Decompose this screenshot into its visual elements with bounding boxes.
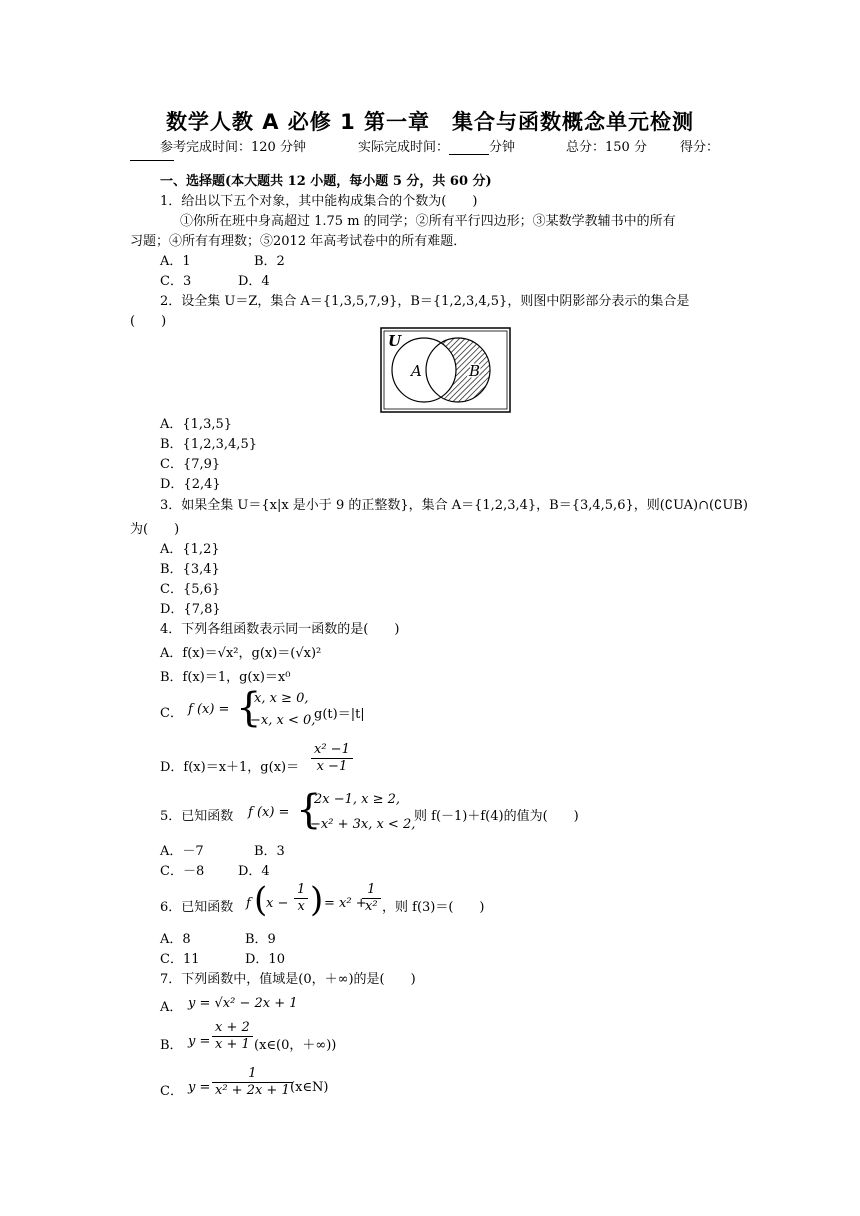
q3-option-d[interactable]: D．{7,8} xyxy=(160,602,221,617)
question-2-stem: 2．设全集 U＝Z，集合 A＝{1,3,5,7,9}，B＝{1,2,3,4,5}，则图中阴影部分表示的集合是 xyxy=(160,294,690,309)
q3-option-b[interactable]: B．{3,4} xyxy=(160,562,220,577)
q5-option-d[interactable]: D．4 xyxy=(238,864,270,879)
venn-diagram xyxy=(380,327,511,413)
question-1-line2: ①你所在班中身高超过 1.75 m 的同学；②所有平行四边形；③某数学教辅书中的所有 xyxy=(180,214,676,229)
question-7-stem: 7．下列函数中，值域是(0，＋∞)的是( ) xyxy=(160,972,416,987)
total-score: 总分：150 分 xyxy=(566,140,647,155)
q1-option-b[interactable]: B．2 xyxy=(254,254,285,269)
q6-option-c[interactable]: C．11 xyxy=(160,952,200,967)
q7-option-b[interactable]: B． y = $\frac{x + 2}{x + 1}$ (x∈(0，＋∞)) xyxy=(160,1020,337,1053)
brace-icon: { xyxy=(236,685,262,731)
page-title: 数学人教 A 必修 1 第一章 集合与函数概念单元检测 xyxy=(165,110,695,134)
venn-label-b: B xyxy=(469,362,481,380)
q3-option-a[interactable]: A．{1,2} xyxy=(160,542,220,557)
question-5: 5．已知函数 f (x) = { 2x −1, x ≥ 2, −x² + 3x, x < 2, 则 f(－1)＋f(4)的值为( ) xyxy=(160,787,579,833)
question-4-stem: 4．下列各组函数表示同一函数的是( ) xyxy=(160,622,400,637)
question-3-line2: 为( ) xyxy=(130,522,180,537)
q2-option-d[interactable]: D．{2,4} xyxy=(160,477,221,492)
q7-option-c[interactable]: C． y = $\frac{1}{\text{x² + 2x + 1}}$ (x∈N) xyxy=(160,1066,329,1099)
venn-label-u: U xyxy=(388,332,402,350)
question-1-stem: 1．给出以下五个对象，其中能构成集合的个数为( ) xyxy=(160,194,478,209)
question-6: 6．已知函数 f ( x − $\frac{1}{x}$ ) = x² + $\frac{1}{\text{x²}}$ ，则 f(3)＝( ) xyxy=(160,880,485,920)
q2-option-a[interactable]: A．{1,3,5} xyxy=(160,417,233,432)
q5-option-a[interactable]: A．－7 xyxy=(160,844,204,859)
q6-option-a[interactable]: A．8 xyxy=(160,932,191,947)
q4-option-a[interactable]: A．f(x)＝√x²，g(x)＝(√x)² xyxy=(160,646,322,661)
q1-option-a[interactable]: A．1 xyxy=(160,254,191,269)
venn-label-a: A xyxy=(411,362,422,380)
actual-time-blank[interactable] xyxy=(449,142,489,155)
q7-option-a[interactable]: A． y = √x² − 2x + 1 xyxy=(160,996,298,1015)
q2-option-c[interactable]: C．{7,9} xyxy=(160,457,221,472)
q1-option-d[interactable]: D．4 xyxy=(238,274,270,289)
q4-option-c[interactable]: C． f (x) = { x, x ≥ 0, −x, x < 0, g(t)＝|t| xyxy=(160,685,365,731)
question-1-line3: 习题；④所有有理数；⑤2012 年高考试卷中的所有难题． xyxy=(130,234,467,249)
brace-icon: { xyxy=(296,787,322,833)
section-heading: 一、选择题(本大题共 12 小题，每小题 5 分，共 60 分) xyxy=(160,174,492,189)
q6-option-b[interactable]: B．9 xyxy=(245,932,276,947)
q2-option-b[interactable]: B．{1,2,3,4,5} xyxy=(160,437,257,452)
actual-time: 实际完成时间： 分钟 xyxy=(358,140,516,155)
q4-option-b[interactable]: B．f(x)＝1，g(x)＝x⁰ xyxy=(160,670,291,685)
q6-option-d[interactable]: D．10 xyxy=(245,952,285,967)
score-label: 得分： xyxy=(680,140,720,155)
q5-option-b[interactable]: B．3 xyxy=(254,844,285,859)
question-2-paren: ( ) xyxy=(130,314,167,329)
question-3-stem: 3．如果全集 U＝{x|x 是小于 9 的正整数}，集合 A＝{1,2,3,4}，B＝{3,4,5,6}，则(∁UA)∩(∁UB) xyxy=(160,498,748,513)
q1-option-c[interactable]: C．3 xyxy=(160,274,192,289)
q4-option-d[interactable]: D．f(x)＝x＋1，g(x)＝ $\frac{\text{x² −1}}{x -1}$ xyxy=(160,742,380,784)
q3-option-c[interactable]: C．{5,6} xyxy=(160,582,221,597)
reference-time: 参考完成时间：120 分钟 xyxy=(160,140,306,155)
q5-option-c[interactable]: C．－8 xyxy=(160,864,205,879)
score-blank[interactable] xyxy=(130,160,174,161)
